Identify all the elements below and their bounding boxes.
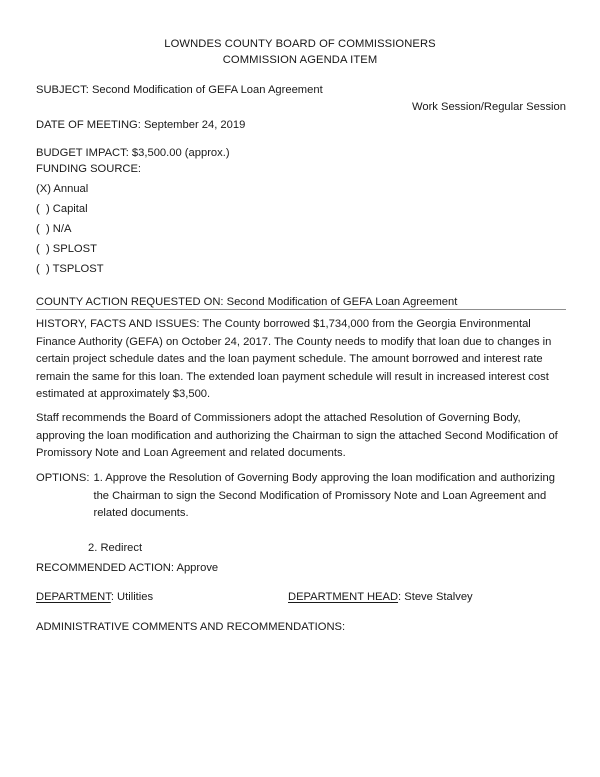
department-field xyxy=(36,589,153,605)
department-head-value: : Steve Stalvey xyxy=(398,591,473,603)
funding-source-option xyxy=(36,199,566,219)
header-line-1: LOWNDES COUNTY BOARD OF COMMISSIONERS xyxy=(164,38,436,50)
checkbox-tsplost: ( ) xyxy=(36,263,50,275)
option-two-text: 2. Redirect xyxy=(88,542,143,555)
department-head-label: DEPARTMENT HEAD xyxy=(288,591,399,603)
funding-source-option xyxy=(36,179,566,199)
funding-label-capital: Capital xyxy=(52,203,88,215)
option-one-text: 1. Approve the Resolution of Governing Body approving the loan modification and authorizing the Chairman to sign the Second Modification of Promissory Note and Loan Agreement and related documents. xyxy=(93,472,555,520)
options-section xyxy=(36,470,566,558)
section-divider xyxy=(36,309,566,310)
funding-source-option xyxy=(36,259,566,279)
funding-label-na: N/A xyxy=(52,223,72,235)
funding-label-annual: Annual xyxy=(53,183,89,195)
history-facts-issues: HISTORY, FACTS AND ISSUES: The County borrowed $1,734,000 from the Georgia Environmental Finance Authority (GEFA) on October 24, 2017. The County needs to modify that loan due to changes in certain project schedule dates and the loan payment schedule. The amount borrowed and interest rate remain the same for this loan. The extended loan payment schedule will result in increased interest cost estimated at approximately $3,500. xyxy=(36,318,552,401)
date-of-meeting: DATE OF MEETING: September 24, 2019 xyxy=(36,119,246,131)
funding-label-splost: SPLOST xyxy=(52,243,97,255)
funding-label-tsplost: TSPLOST xyxy=(52,263,104,275)
county-action-requested xyxy=(36,292,566,310)
budget-impact: BUDGET IMPACT: $3,500.00 (approx.) xyxy=(36,147,230,159)
document-header xyxy=(0,36,600,68)
funding-source-option xyxy=(36,219,566,239)
options-label: OPTIONS: xyxy=(36,472,90,484)
funding-source-heading: FUNDING SOURCE: xyxy=(36,163,142,175)
staff-recommendation: Staff recommends the Board of Commissioners adopt the attached Resolution of Governing Body, approving the loan modification and authorizing the Chairman to sign the attached Second Modification of Promissory Note and Loan Agreement and related documents. xyxy=(36,412,558,460)
checkbox-capital: ( ) xyxy=(36,203,50,215)
department-label: DEPARTMENT xyxy=(36,591,111,603)
funding-source-option xyxy=(36,239,566,259)
checkbox-splost: ( ) xyxy=(36,243,50,255)
checkbox-na: ( ) xyxy=(36,223,50,235)
county-action-text: COUNTY ACTION REQUESTED ON: Second Modification of GEFA Loan Agreement xyxy=(36,296,458,308)
header-line-2: COMMISSION AGENDA ITEM xyxy=(222,54,378,66)
administrative-comments-heading: ADMINISTRATIVE COMMENTS AND RECOMMENDATIONS: xyxy=(36,621,346,633)
subject-line: SUBJECT: Second Modification of GEFA Loan Agreement xyxy=(36,84,323,96)
department-value: : Utilities xyxy=(110,591,154,603)
session-type: Work Session/Regular Session xyxy=(411,101,566,113)
funding-source-list xyxy=(36,179,566,279)
checkbox-annual: (X) xyxy=(36,183,51,195)
option-one-row xyxy=(36,470,566,523)
department-head-field xyxy=(288,589,473,605)
recommended-action: RECOMMENDED ACTION: Approve xyxy=(36,562,219,574)
